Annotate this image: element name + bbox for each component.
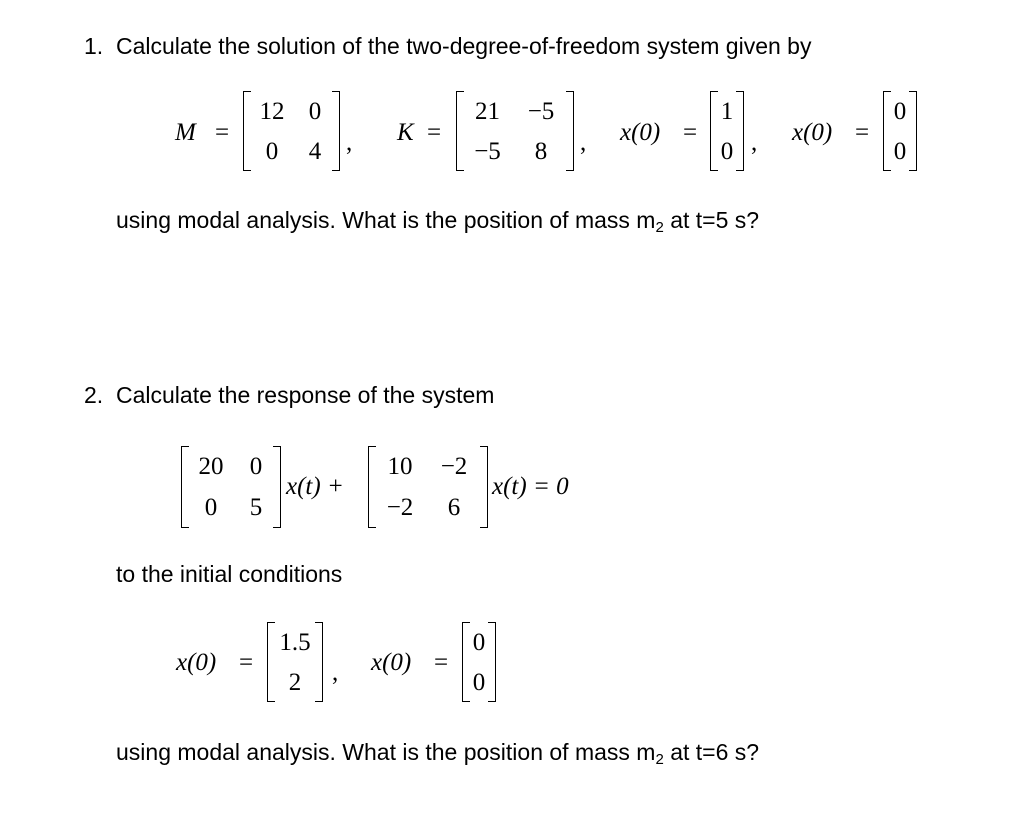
initial-displacement-vector	[267, 622, 323, 702]
initial-displacement-label: x(0)	[176, 649, 217, 676]
mass-subscript: 2	[655, 751, 664, 768]
initial-conditions-text: to the initial conditions	[116, 561, 343, 587]
stiffness-matrix	[368, 446, 488, 528]
problem-2-question	[116, 738, 759, 774]
vector-cell: 2	[288, 668, 302, 696]
matrix-cell: 20	[198, 453, 224, 480]
matrix-cell: 0	[308, 97, 322, 125]
problem-1-question	[116, 206, 759, 242]
initial-velocity-label: x(0)	[792, 119, 833, 146]
stiffness-matrix	[456, 91, 574, 171]
equals-sign: =	[855, 119, 870, 146]
equals-sign: =	[239, 649, 254, 676]
vector-cell: 0	[893, 137, 907, 165]
comma: ,	[580, 129, 587, 156]
problem-2-statement: Calculate the response of the system	[116, 382, 495, 408]
matrix-cell: −5	[527, 97, 555, 125]
initial-velocity-label: x(0)	[371, 649, 412, 676]
matrix-cell: 5	[249, 494, 263, 521]
comma: ,	[751, 129, 758, 156]
equals-sign: =	[683, 119, 698, 146]
matrix-cell: 6	[447, 494, 461, 521]
matrix-cell: 0	[265, 137, 279, 165]
equals-sign: =	[215, 119, 230, 146]
equals-sign: =	[427, 119, 442, 146]
problem-1-statement: Calculate the solution of the two-degree-of-freedom system given by	[116, 33, 812, 59]
mass-matrix	[243, 91, 340, 171]
acceleration-term: x(t) +	[286, 473, 344, 500]
matrix-cell: 8	[534, 137, 548, 165]
initial-velocity-vector	[883, 91, 917, 171]
vector-cell: 0	[720, 137, 734, 165]
matrix-cell: 4	[308, 137, 322, 165]
matrix-cell: 12	[259, 97, 285, 125]
problem-1-number: 1.	[84, 33, 104, 59]
question-text: using modal analysis. What is the position of mass m	[116, 739, 656, 765]
matrix-cell: −2	[386, 494, 414, 521]
comma: ,	[332, 659, 339, 686]
matrix-cell: −2	[440, 453, 468, 480]
stiffness-matrix-label: K	[397, 119, 414, 146]
matrix-cell: 0	[249, 453, 263, 480]
vector-cell: 0	[472, 668, 486, 696]
matrix-cell: 21	[475, 97, 500, 125]
matrix-cell: 10	[387, 453, 413, 480]
mass-matrix	[181, 446, 281, 528]
displacement-term: x(t) = 0	[492, 473, 569, 500]
vector-cell: 0	[893, 97, 907, 125]
question-time: at t=6 s?	[663, 739, 760, 765]
matrix-cell: 0	[204, 494, 218, 521]
problem-2-number: 2.	[84, 382, 104, 408]
mass-matrix-label: M	[175, 119, 196, 146]
initial-displacement-vector	[710, 91, 744, 171]
matrix-cell: −5	[474, 137, 501, 165]
question-time: at t=5 s?	[663, 207, 760, 233]
mass-subscript: 2	[655, 219, 664, 236]
comma: ,	[346, 129, 353, 156]
vector-cell: 0	[472, 628, 486, 656]
initial-velocity-vector	[462, 622, 496, 702]
initial-displacement-label: x(0)	[620, 119, 661, 146]
question-text: using modal analysis. What is the position of mass m	[116, 207, 656, 233]
equals-sign: =	[434, 649, 449, 676]
vector-cell: 1	[720, 97, 734, 125]
vector-cell: 1.5	[279, 628, 311, 656]
